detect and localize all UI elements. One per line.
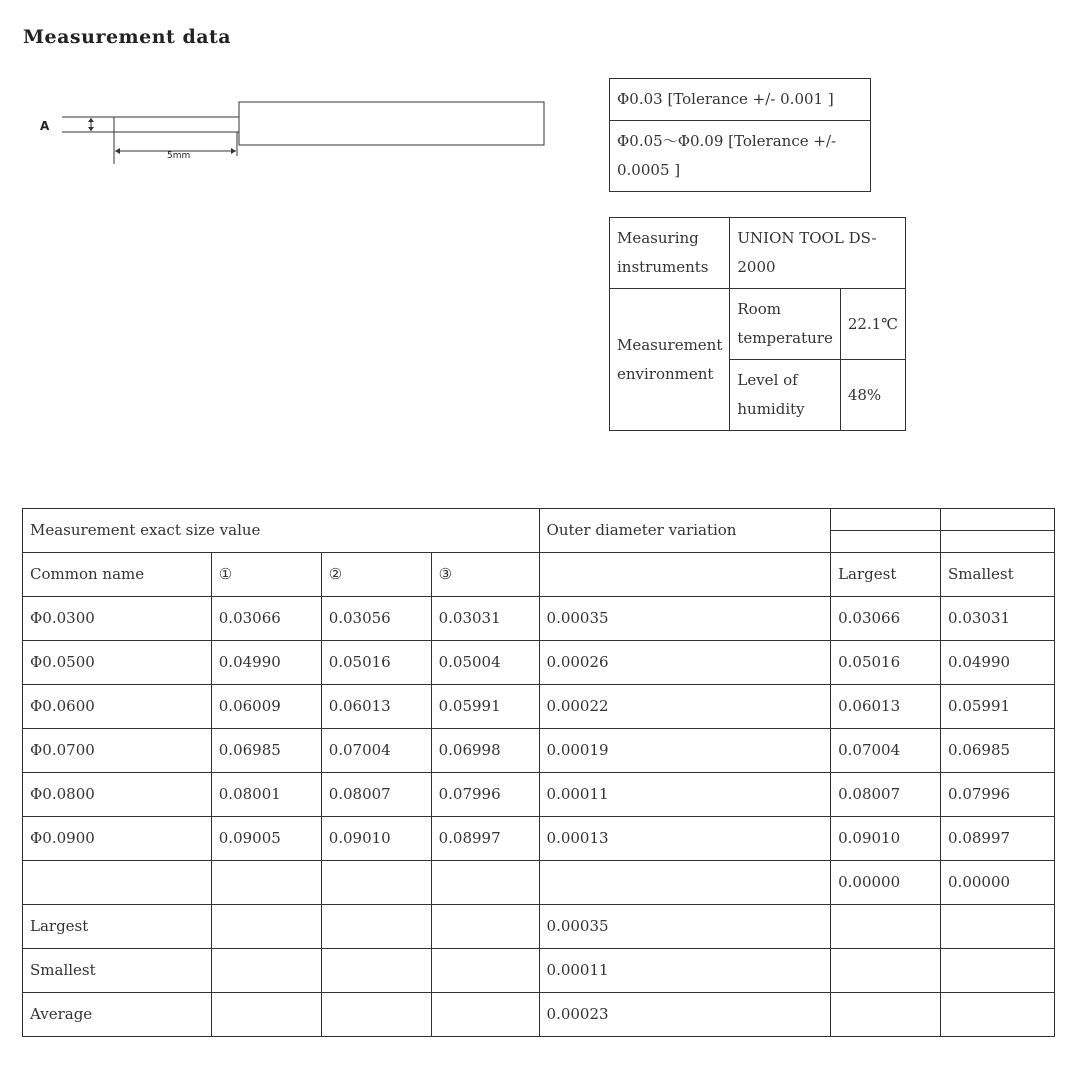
smallest-header: Smallest bbox=[941, 553, 1055, 597]
header-empty-cell bbox=[831, 509, 941, 531]
measurement-1-cell: 0.06985 bbox=[211, 729, 321, 773]
common-name-cell: Φ0.0600 bbox=[23, 685, 212, 729]
instrument-table bbox=[609, 217, 906, 431]
empty-cell bbox=[831, 949, 941, 993]
instruments-value: UNION TOOL DS-2000 bbox=[730, 218, 906, 289]
largest-cell: 0.08007 bbox=[831, 773, 941, 817]
smallest-cell: 0.08997 bbox=[941, 817, 1055, 861]
page-title: Measurement data bbox=[23, 26, 232, 48]
common-name-cell: Φ0.0900 bbox=[23, 817, 212, 861]
tolerance-cell: Φ0.03 [Tolerance +/- 0.001 ] bbox=[610, 79, 871, 121]
measurement-2-cell: 0.07004 bbox=[321, 729, 431, 773]
common-name-cell: Φ0.0500 bbox=[23, 641, 212, 685]
variation-cell bbox=[539, 861, 831, 905]
measurement-3-cell: 0.07996 bbox=[431, 773, 539, 817]
measurement-1-cell bbox=[211, 861, 321, 905]
common-name-cell: Φ0.0800 bbox=[23, 773, 212, 817]
largest-cell: 0.06013 bbox=[831, 685, 941, 729]
empty-cell bbox=[941, 949, 1055, 993]
measurement-2-cell: 0.06013 bbox=[321, 685, 431, 729]
variation-cell: 0.00035 bbox=[539, 597, 831, 641]
table-row bbox=[23, 729, 1055, 773]
measurement-3-cell: 0.05991 bbox=[431, 685, 539, 729]
measurement-1-cell: 0.08001 bbox=[211, 773, 321, 817]
measurement-2-cell: 0.03056 bbox=[321, 597, 431, 641]
pin-outline bbox=[114, 117, 239, 132]
environment-label: Measurement environment bbox=[610, 289, 730, 431]
largest-cell: 0.09010 bbox=[831, 817, 941, 861]
summary-row-smallest bbox=[23, 949, 1055, 993]
variation-subheader bbox=[539, 553, 831, 597]
measurement-2-cell bbox=[321, 861, 431, 905]
header-empty-cell bbox=[831, 531, 941, 553]
measurement-3-cell bbox=[431, 861, 539, 905]
header-empty-cell bbox=[941, 509, 1055, 531]
header-row-top bbox=[23, 509, 1055, 531]
smallest-cell: 0.03031 bbox=[941, 597, 1055, 641]
largest-cell: 0.03066 bbox=[831, 597, 941, 641]
smallest-cell: 0.07996 bbox=[941, 773, 1055, 817]
measurement-2-header: ② bbox=[321, 553, 431, 597]
smallest-cell: 0.06985 bbox=[941, 729, 1055, 773]
tolerance-table bbox=[609, 78, 871, 192]
measurement-3-cell: 0.03031 bbox=[431, 597, 539, 641]
variation-cell: 0.00022 bbox=[539, 685, 831, 729]
measurement-3-cell: 0.06998 bbox=[431, 729, 539, 773]
largest-header: Largest bbox=[831, 553, 941, 597]
humidity-label: Level of humidity bbox=[730, 360, 840, 431]
empty-cell bbox=[321, 993, 431, 1037]
common-name-cell bbox=[23, 861, 212, 905]
empty-cell bbox=[431, 949, 539, 993]
largest-cell: 0.05016 bbox=[831, 641, 941, 685]
tolerance-row bbox=[610, 121, 871, 192]
common-name-cell: Φ0.0300 bbox=[23, 597, 212, 641]
room-temp-value: 22.1℃ bbox=[840, 289, 905, 360]
summary-label: Largest bbox=[23, 905, 212, 949]
tolerance-row bbox=[610, 79, 871, 121]
variation-cell: 0.00011 bbox=[539, 773, 831, 817]
empty-cell bbox=[211, 905, 321, 949]
measurement-1-cell: 0.04990 bbox=[211, 641, 321, 685]
column-header-row bbox=[23, 553, 1055, 597]
measurement-1-cell: 0.09005 bbox=[211, 817, 321, 861]
table-row bbox=[23, 685, 1055, 729]
empty-cell bbox=[831, 905, 941, 949]
empty-cell bbox=[321, 949, 431, 993]
measurement-3-cell: 0.08997 bbox=[431, 817, 539, 861]
summary-row-largest bbox=[23, 905, 1055, 949]
variation-cell: 0.00026 bbox=[539, 641, 831, 685]
table-row bbox=[23, 773, 1055, 817]
empty-cell bbox=[431, 993, 539, 1037]
measurement-2-cell: 0.05016 bbox=[321, 641, 431, 685]
table-row bbox=[23, 641, 1055, 685]
variation-cell: 0.00013 bbox=[539, 817, 831, 861]
table-row bbox=[23, 817, 1055, 861]
empty-cell bbox=[211, 993, 321, 1037]
shank-outline bbox=[239, 102, 544, 145]
dimension-5mm-label: 5mm bbox=[167, 151, 191, 161]
measurement-1-header: ① bbox=[211, 553, 321, 597]
instrument-row bbox=[610, 218, 906, 289]
empty-cell bbox=[431, 905, 539, 949]
common-name-cell: Φ0.0700 bbox=[23, 729, 212, 773]
measurement-3-header: ③ bbox=[431, 553, 539, 597]
summary-label: Smallest bbox=[23, 949, 212, 993]
exact-size-header: Measurement exact size value bbox=[23, 509, 540, 553]
table-row bbox=[23, 861, 1055, 905]
summary-value: 0.00023 bbox=[539, 993, 831, 1037]
humidity-value: 48% bbox=[840, 360, 905, 431]
largest-cell: 0.00000 bbox=[831, 861, 941, 905]
smallest-cell: 0.05991 bbox=[941, 685, 1055, 729]
summary-value: 0.00011 bbox=[539, 949, 831, 993]
header-empty-cell bbox=[941, 531, 1055, 553]
summary-value: 0.00035 bbox=[539, 905, 831, 949]
empty-cell bbox=[941, 993, 1055, 1037]
room-temp-label: Room temperature bbox=[730, 289, 840, 360]
instruments-label: Measuring instruments bbox=[610, 218, 730, 289]
smallest-cell: 0.00000 bbox=[941, 861, 1055, 905]
common-name-header: Common name bbox=[23, 553, 212, 597]
table-row bbox=[23, 597, 1055, 641]
measurement-3-cell: 0.05004 bbox=[431, 641, 539, 685]
empty-cell bbox=[211, 949, 321, 993]
largest-cell: 0.07004 bbox=[831, 729, 941, 773]
dimension-a-label: A bbox=[40, 119, 50, 133]
measurement-table bbox=[22, 508, 1055, 1037]
empty-cell bbox=[831, 993, 941, 1037]
measurement-2-cell: 0.09010 bbox=[321, 817, 431, 861]
empty-cell bbox=[941, 905, 1055, 949]
summary-label: Average bbox=[23, 993, 212, 1037]
smallest-cell: 0.04990 bbox=[941, 641, 1055, 685]
tolerance-cell: Φ0.05～Φ0.09 [Tolerance +/- 0.0005 ] bbox=[610, 121, 871, 192]
measurement-1-cell: 0.03066 bbox=[211, 597, 321, 641]
summary-row-average bbox=[23, 993, 1055, 1037]
empty-cell bbox=[321, 905, 431, 949]
measurement-1-cell: 0.06009 bbox=[211, 685, 321, 729]
room-temp-row bbox=[610, 289, 906, 360]
tool-diagram bbox=[34, 96, 554, 176]
variation-header: Outer diameter variation bbox=[539, 509, 831, 553]
measurement-2-cell: 0.08007 bbox=[321, 773, 431, 817]
variation-cell: 0.00019 bbox=[539, 729, 831, 773]
